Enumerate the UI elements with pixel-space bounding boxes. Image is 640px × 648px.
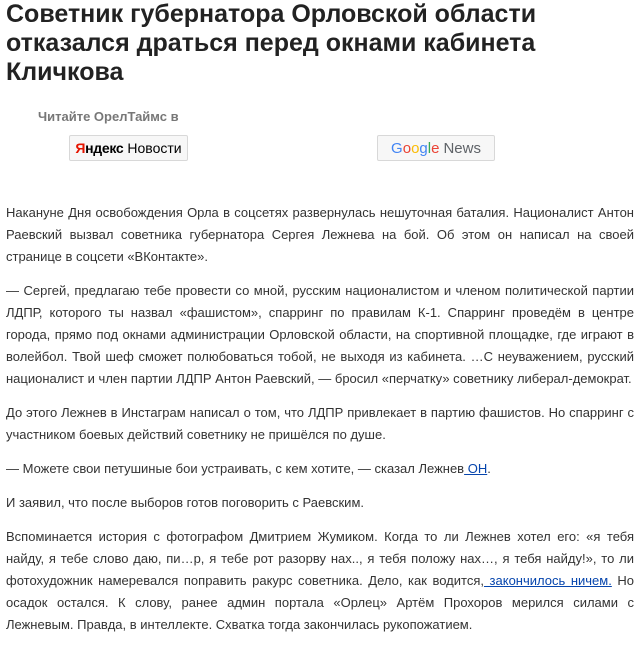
google-logo: Google: [391, 139, 440, 157]
paragraph-6: Вспоминается история с фотографом Дмитрием Жумиком. Когда то ли Лежнев хотел его: «я тебя найду, я тебе слово даю, пи…р, я тебе рот разорву нах.., я тебя положу нах…, я тебя найду!», то ли фотохудожник намеревался поправить ракурс советника. Дело, как водится, закончилось ничем. Но осадок остался. К слову, ранее админ портала «Орлец» Артём Прохоров мерился силами с Лежневым. Правда, в интеллекте. Схватка тогда закончилась рукопожатием.: [6, 529, 635, 632]
paragraph-4: — Можете свои петушиные бои устраивать, с кем хотите, — сказал Лежнев ОН.: [6, 461, 491, 476]
paragraph-5: И заявил, что после выборов готов поговорить с Раевским.: [6, 495, 364, 510]
article-body: [6, 202, 634, 648]
yandex-news-button[interactable]: [69, 135, 188, 161]
ended-nothing-link[interactable]: закончилось ничем.: [483, 573, 612, 588]
google-news-button[interactable]: [377, 135, 495, 161]
article-title: Советник губернатора Орловской области отказался драться перед окнами кабинета Кличкова: [6, 0, 537, 86]
read-us-label: Читайте ОрелТаймс в: [38, 109, 179, 124]
paragraph-2: — Сергей, предлагаю тебе провести со мной, русским националистом и членом политической партии ЛДПР, которого ты назвал «фашистом», спарринг по правилам К-1. Спарринг проведём в центре города, прямо под окнами администрации Орловской области, на спортивной площадке, где играют в волейбол. Твой шеф сможет полюбоваться тобой, не выходя из кабинета. …С неуважением, русский националист и член партии ЛДПР Антон Раевский, — бросил «перчатку» советнику либерал-демократ.: [6, 283, 634, 386]
paragraph-1: Накануне Дня освобождения Орла в соцсетях развернулась нешуточная баталия. Националист Антон Раевский вызвал советника губернатора Сергея Лежнева на бой. Об этом он написал на своей странице в соцсети «ВКонтакте».: [6, 205, 634, 264]
on-link[interactable]: ОН: [464, 461, 488, 476]
paragraph-3: До этого Лежнев в Инстаграм написал о том, что ЛДПР привлекает в партию фашистов. Но спарринг с участником боевых действий советнику не пришёлся по душе.: [6, 405, 634, 442]
yandex-logo: Яндекс: [75, 140, 124, 156]
google-news-label: News: [443, 139, 481, 157]
yandex-news-label: Новости: [127, 140, 182, 156]
